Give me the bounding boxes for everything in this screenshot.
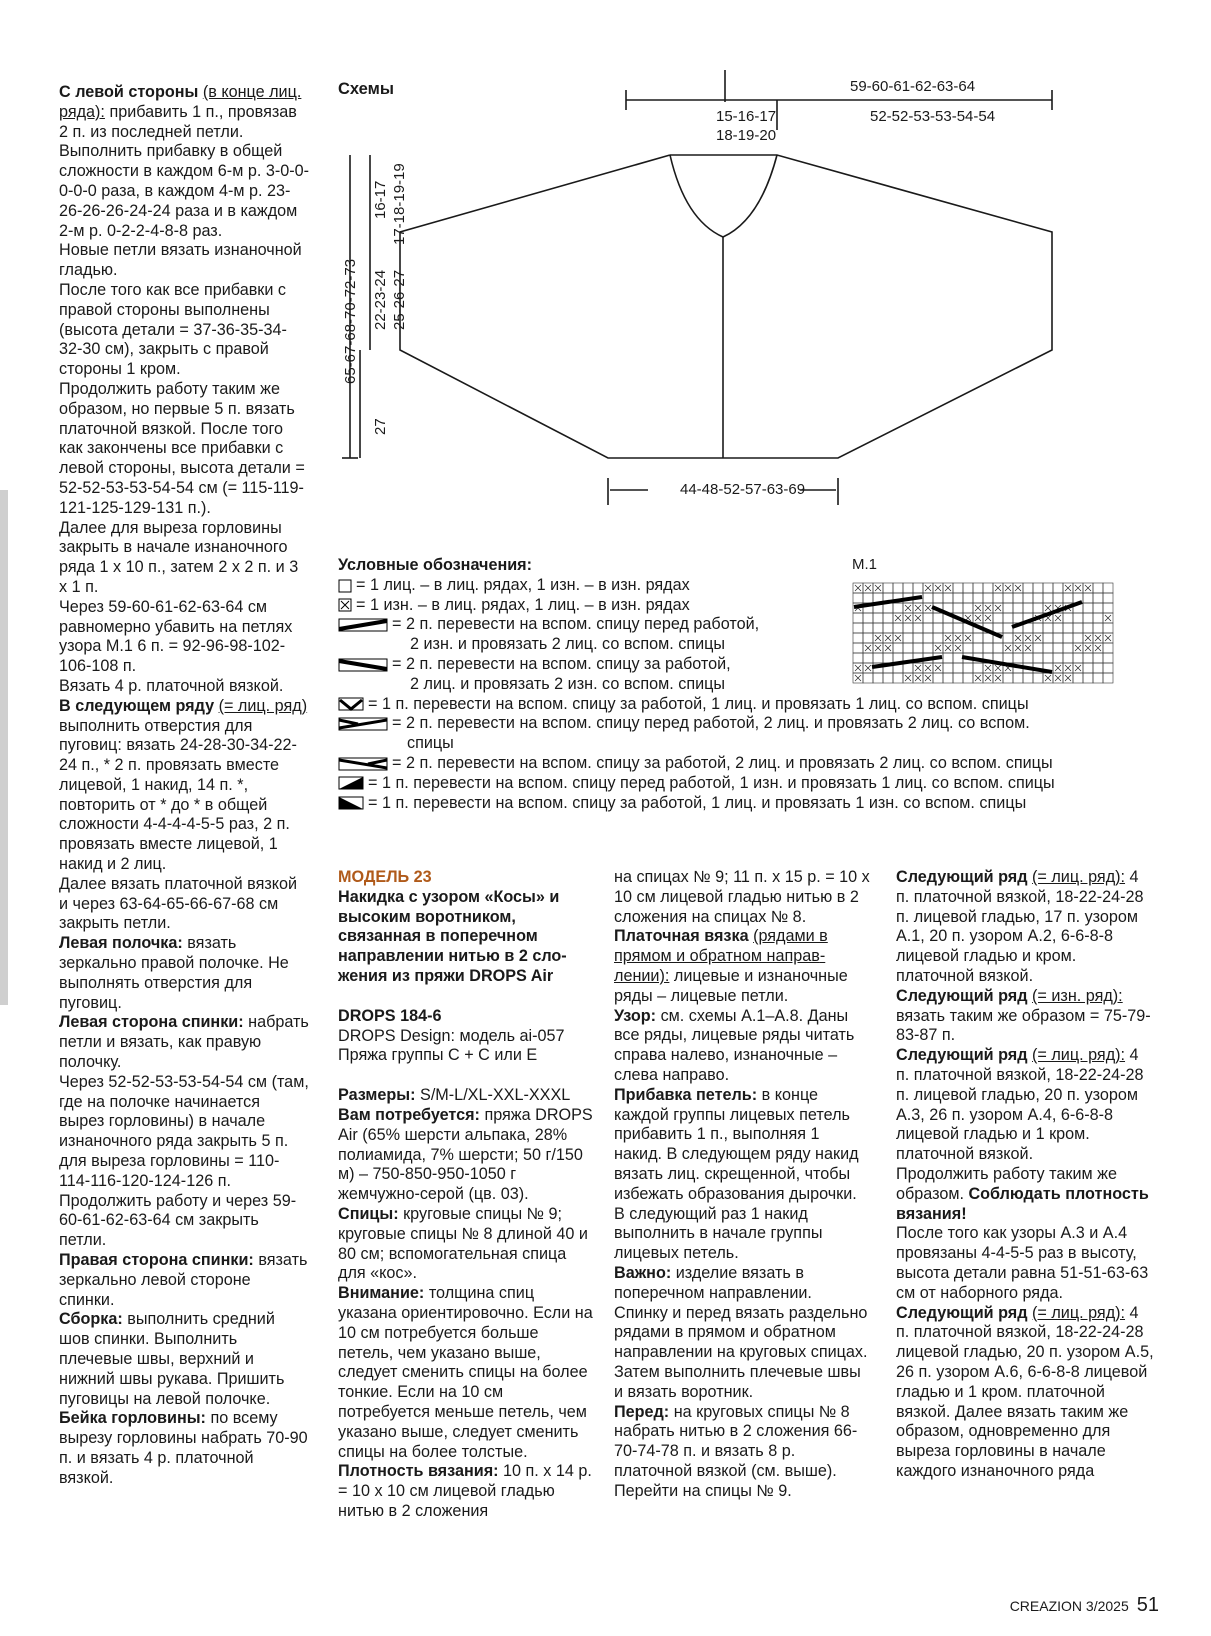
- paragraph-heading: Следующий ряд: [896, 986, 1028, 1005]
- legend-item: = 1 п. перевести на вспом. спицу за работой, 1 лиц. и провязать 1 лиц. со вспом. спицы: [368, 694, 1029, 713]
- paragraph-text: Вязать 4 р. платочной вязкой.: [59, 676, 284, 695]
- paragraph: [896, 1304, 1156, 1482]
- paragraph: [59, 934, 309, 1013]
- legend-title: Условные обозначения:: [338, 556, 533, 574]
- paragraph-note: (= лиц. ряд):: [1032, 868, 1126, 886]
- paragraph-text: 4 п. платочной вязкой, 18-22-24-28 п. лицевой гладью, 17 п. узором А.1, 20 п. узором А.2, 6-6-8-8 лицевой гладью и кром. платочной вязкой.: [896, 868, 1144, 985]
- chart-label-m1: М.1: [852, 556, 878, 573]
- paragraph-text: вязать зеркально правой полочке. Не выполнять отверстия для пуговиц.: [59, 934, 289, 1012]
- model-number: МОДЕЛЬ 23: [338, 868, 432, 886]
- paragraph-emphasis: Соблюдать плотность вязания!: [896, 1184, 1149, 1223]
- paragraph-heading: Размеры:: [338, 1086, 416, 1105]
- cable-back-icon: [338, 658, 388, 672]
- dim-neck-width-1: 15-16-17: [716, 108, 777, 125]
- dim-mid-height-2: 25-26-27: [391, 269, 408, 330]
- paragraph: [896, 1046, 1156, 1165]
- model-design: DROPS Design: модель ai-057: [338, 1026, 565, 1045]
- paragraph-text: набрать петли и вязать, как правую полочку.: [59, 1013, 309, 1072]
- paragraph: [59, 677, 309, 697]
- paragraph-text: 4 п. платочной вязкой, 18-22-24-28 лицевой гладью, 20 п. узором А.5, 26 п. узором А.6, 6-6-8-8 лицевой гладью и 1 кром. платочной вязкой. Далее вязать таким же образом, одновременно для выреза горловины в начале каждого изнаночного ряда: [896, 1303, 1154, 1480]
- legend-item-cont: 2 изн. и провязать 2 лиц. со вспом. спицы: [410, 635, 726, 654]
- paragraph-heading: С левой стороны: [59, 83, 199, 101]
- paragraph-note: (в конце лиц. ряда):: [59, 83, 302, 121]
- dim-mid-height-1: 22-23-24: [372, 269, 389, 330]
- paragraph: [59, 1251, 309, 1310]
- paragraph-text: прибавить 1 п., провязав 2 п. из последней петли. Выполнить прибавку в общей сложности в каждом 6-м р. 3-0-0-0-0-0 раза, в каждом 4-м р. 23-26-26-26-24-24 раза и в каждом 2-м р. 0-2-2-4-8-8 раз.: [59, 102, 309, 240]
- paragraph-text: пряжа DROPS Air (65% шерсти альпака, 28% полиамида, 7% шерсти; 50 г/150 м) – 750-850-950-1050 г жемчужно-серой (цв. 03).: [338, 1105, 593, 1204]
- paragraph-text: выполнить средний шов спинки. Выполнить плечевые швы, верхний и нижний швы рукава. Пришить пуговицы на левой полочке.: [59, 1310, 285, 1408]
- paragraph: [59, 519, 309, 598]
- paragraph-note: (= лиц. ряд): [218, 696, 308, 715]
- paragraph: [338, 1205, 594, 1284]
- diagram-title: Схемы: [338, 80, 394, 98]
- paragraph-text: Через 59-60-61-62-63-64 см равномерно убавить на петлях узора М.1 6 п. = 92-96-98-102-106-108 п.: [59, 597, 293, 676]
- paragraph-heading: Правая сторона спинки:: [59, 1251, 254, 1270]
- paragraph: [59, 697, 309, 875]
- page-number: 51: [1136, 1594, 1159, 1616]
- legend-item: = 1 п. перевести на вспом. спицу за работой, 1 лиц. и провязать 1 изн. со вспом. спицы: [368, 793, 1027, 812]
- paragraph-heading: Следующий ряд: [896, 1046, 1028, 1065]
- paragraph-heading: Бейка горловины:: [59, 1409, 206, 1428]
- paragraph-heading: Спицы:: [338, 1204, 399, 1223]
- paragraph: [59, 1310, 309, 1409]
- paragraph: [614, 1403, 870, 1482]
- paragraph-heading: Узор:: [614, 1006, 657, 1025]
- legend-item: = 2 п. перевести на вспом. спицу перед работой,: [392, 615, 760, 634]
- legend-item-cont: спицы: [407, 734, 454, 753]
- text-column-4: [896, 868, 1156, 1482]
- paragraph-note: (= изн. ряд):: [1032, 986, 1123, 1005]
- page-edge-tab: [0, 490, 8, 1005]
- paragraph-note: (рядами в прямом и обратном направлении):: [614, 927, 828, 985]
- cross-purl-front-icon: [338, 776, 364, 790]
- legend-item: = 1 изн. – в лиц. рядах, 1 лиц. – в изн. рядах: [356, 595, 690, 614]
- paragraph-heading: Левая сторона спинки:: [59, 1013, 244, 1032]
- magazine-issue: CREAZION 3/2025: [1009, 1598, 1129, 1614]
- paragraph-text: на круговых спицы № 8 набрать нитью в 2 сложения 66-70-74-78 п. и вязать 8 р. платочной вязкой (см. выше).: [614, 1402, 858, 1480]
- paragraph-heading: Следующий ряд: [896, 868, 1028, 886]
- paragraph-text: Продолжить работу таким же образом, но первые 5 п. вязать платочной вязкой. После того как закончены все прибавки с левой стороны, высота детали = 52-52-53-53-54-54 см (= 115-119-121-125-129-131 п.).: [59, 379, 305, 517]
- paragraph-text: см. схемы А.1–А.8. Даны все ряды, лицевые ряды читать справа налево, изнаночные – слева направо.: [614, 1006, 855, 1084]
- knit-square-icon: [338, 579, 352, 593]
- paragraph-heading: Платочная вязка: [614, 927, 749, 946]
- paragraph-note: (= лиц. ряд):: [1032, 1046, 1126, 1065]
- legend-item-cont: 2 лиц. и провязать 2 изн. со вспом. спицы: [410, 674, 726, 693]
- paragraph: [614, 1007, 870, 1086]
- text-column-2: [338, 868, 594, 1522]
- paragraph-heading: Перед:: [614, 1402, 670, 1421]
- legend-item: = 1 лиц. – в лиц. рядах, 1 изн. – в изн. рядах: [356, 575, 690, 594]
- dim-bottom-width: 44-48-52-57-63-69: [680, 481, 806, 498]
- cross-purl-back-icon: [338, 796, 364, 810]
- dim-top-total: 59-60-61-62-63-64: [850, 78, 976, 95]
- paragraph-text: Далее вязать платочной вязкой и через 63-64-65-66-67-68 см закрыть петли.: [59, 874, 298, 933]
- legend-item: = 2 п. перевести на вспом. спицу за работой, 2 лиц. и провязать 2 лиц. со вспом. спицы: [392, 753, 1053, 772]
- paragraph-text: круговые спицы № 9; круговые спицы № 8 длиной 40 и 80 см; вспомогательная спица для «кос».: [338, 1204, 588, 1283]
- poncho-schematic: [330, 60, 1090, 520]
- cable-2-2-front-icon: [338, 717, 388, 731]
- paragraph-note: (= лиц. ряд):: [1032, 1303, 1126, 1322]
- paragraph-text: Через 52-52-53-53-54-54 см (там, где на полочке начинается вырез горловины) в начале изнаночного ряда закрыть 5 п. для выреза горловины = 110-114-116-120-124-126 п.: [59, 1072, 309, 1190]
- paragraph-heading: Следующий ряд: [896, 1303, 1028, 1322]
- paragraph-text: S/M-L/XL-XXL-XXXL: [420, 1086, 571, 1105]
- paragraph-text: лицевые и изнаночные ряды – лицевые петли.: [614, 966, 848, 1005]
- paragraph: [59, 281, 309, 380]
- paragraph-text: Новые петли вязать изнаночной гладью.: [59, 241, 302, 280]
- yarn-group: Пряжа группы С + С или Е: [338, 1046, 538, 1065]
- dim-neck-height-1: 16-17: [372, 180, 389, 219]
- paragraph-text: После того как узоры А.3 и А.4 провязаны 4-4-5-5 раз в высоту, высота детали равна 51-51-63-63 см от наборного ряда.: [896, 1224, 1149, 1302]
- paragraph: [338, 1462, 594, 1521]
- paragraph-heading: Плотность вязания:: [338, 1462, 499, 1481]
- paragraph: [59, 1192, 309, 1251]
- purl-cross-icon: [338, 598, 352, 612]
- paragraph-text: Перейти на спицы № 9.: [614, 1481, 792, 1500]
- paragraph: [59, 83, 309, 241]
- paragraph: [59, 598, 309, 677]
- paragraph-text: по всему вырезу горловины набрать 70-90 п. и вязать 4 р. платочной вязкой.: [59, 1409, 308, 1487]
- model-code: DROPS 184-6: [338, 1006, 442, 1025]
- paragraph: [59, 1073, 309, 1192]
- paragraph: [614, 1264, 870, 1403]
- paragraph-heading: В следующем ряду: [59, 696, 215, 715]
- paragraph-heading: Левая полочка:: [59, 934, 183, 953]
- paragraph-text: на спицах № 9; 11 п. х 15 р. = 10 х 10 см лицевой гладью нитью в 2 сложения на спицах № 8.: [614, 868, 870, 926]
- dim-shoulder: 52-52-53-53-54-54: [870, 108, 996, 125]
- paragraph-text: Продолжить работу таким же образом.: [896, 1164, 1117, 1203]
- paragraph: [896, 1224, 1156, 1303]
- dim-total-height: 65-67-68-70-72-73: [342, 258, 359, 384]
- paragraph: [59, 1013, 309, 1072]
- paragraph-heading: Вам потребуется:: [338, 1105, 480, 1124]
- paragraph-heading: Внимание:: [338, 1284, 425, 1303]
- paragraph: [896, 868, 1156, 987]
- paragraph-text: вязать зеркально левой стороне спинки.: [59, 1251, 308, 1309]
- paragraph: [338, 1106, 594, 1205]
- text-column-3: [614, 868, 870, 1502]
- text-column-1: [59, 83, 309, 1489]
- paragraph: [59, 875, 309, 934]
- legend: [338, 556, 1158, 813]
- paragraph: [59, 1409, 309, 1488]
- legend-item: = 2 п. перевести на вспом. спицу за работой,: [392, 654, 731, 673]
- paragraph: [338, 1086, 594, 1106]
- paragraph: [338, 1284, 594, 1462]
- page-footer: [1010, 1594, 1159, 1617]
- cable-2-2-back-icon: [338, 757, 388, 771]
- paragraph: [614, 868, 870, 927]
- model-heading: Накидка с узором «Косы» и высоким воротником, связанная в поперечном направлении нитью в 2 сложения из пряжи DROPS Air: [338, 887, 567, 985]
- paragraph-text: 4 п. платочной вязкой, 18-22-24-28 п. лицевой гладью, 20 п. узором А.3, 26 п. узором А.4, 6-6-8-8 лицевой гладью и 1 кром. платочной вязкой.: [896, 1046, 1144, 1164]
- paragraph: [896, 1165, 1156, 1224]
- legend-item: = 2 п. перевести на вспом. спицу перед работой, 2 лиц. и провязать 2 лиц. со вспом.: [392, 714, 1030, 733]
- paragraph-heading: Важно:: [614, 1263, 672, 1282]
- paragraph: [614, 927, 870, 1006]
- paragraph-text: толщина спиц указана ориентировочно. Если на 10 см потребуется больше петель, чем указано выше, следует сменить спицы на более тонкие. Если на 10 см потребуется меньше петель, чем указано выше, следует сменить спицы на более толстые.: [338, 1284, 593, 1461]
- paragraph-text: После того как все прибавки с правой стороны выполнены (высота детали = 37-36-35-34-32-30 см), закрыть с правой стороны 1 кром.: [59, 280, 287, 379]
- paragraph-text: 10 п. х 14 р. = 10 х 10 см лицевой гладью нитью в 2 сложения: [338, 1462, 592, 1520]
- paragraph-text: Далее для выреза горловины закрыть в начале изнаночного ряда 1 х 10 п., затем 2 х 2 п. и 3 х 1 п.: [59, 518, 299, 596]
- paragraph-text: вязать таким же образом = 75-79-83-87 п.: [896, 1006, 1151, 1045]
- cross-1-1-icon: [338, 697, 364, 711]
- paragraph: [614, 1086, 870, 1264]
- dim-neck-height-2: 17-18-19-19: [391, 163, 408, 245]
- dim-bottom-height: 27: [372, 418, 389, 435]
- paragraph: [614, 1482, 870, 1502]
- paragraph: [59, 380, 309, 519]
- dim-neck-width-2: 18-19-20: [716, 127, 777, 144]
- paragraph-heading: Прибавка петель:: [614, 1085, 758, 1104]
- paragraph-text: Продолжить работу и через 59-60-61-62-63-64 см закрыть петли.: [59, 1191, 297, 1250]
- legend-item: = 1 п. перевести на вспом. спицу перед работой, 1 изн. и провязать 1 лиц. со вспом. спицы: [368, 773, 1055, 792]
- paragraph-text: изделие вязать в поперечном направлении. Спинку и перед вязать раздельно рядами в прямом и обратном направлении на круговых спицах. Затем выполнить плечевые швы и вязать воротник.: [614, 1263, 868, 1401]
- cable-front-icon: [338, 618, 388, 632]
- paragraph-text: в конце каждой группы лицевых петель прибавить 1 п., выполняя 1 накид. В следующем ряду накид вязать лиц. скрещенной, чтобы избежать образования дырочки. В следующий раз 1 накид выполнить в начале группы лицевых петель.: [614, 1085, 859, 1263]
- paragraph: [59, 241, 309, 281]
- paragraph-text: выполнить отверстия для пуговиц: вязать 24-28-30-34-22-24 п., * 2 п. провязать вместе лицевой, 1 накид, 14 п. *, повторить от * до * в общей сложности 4-4-4-4-5-5 раз, 2 п. провязать вместе лицевой, 1 накид и 2 лиц.: [59, 716, 297, 874]
- paragraph: [896, 987, 1156, 1046]
- paragraph-heading: Сборка:: [59, 1310, 123, 1329]
